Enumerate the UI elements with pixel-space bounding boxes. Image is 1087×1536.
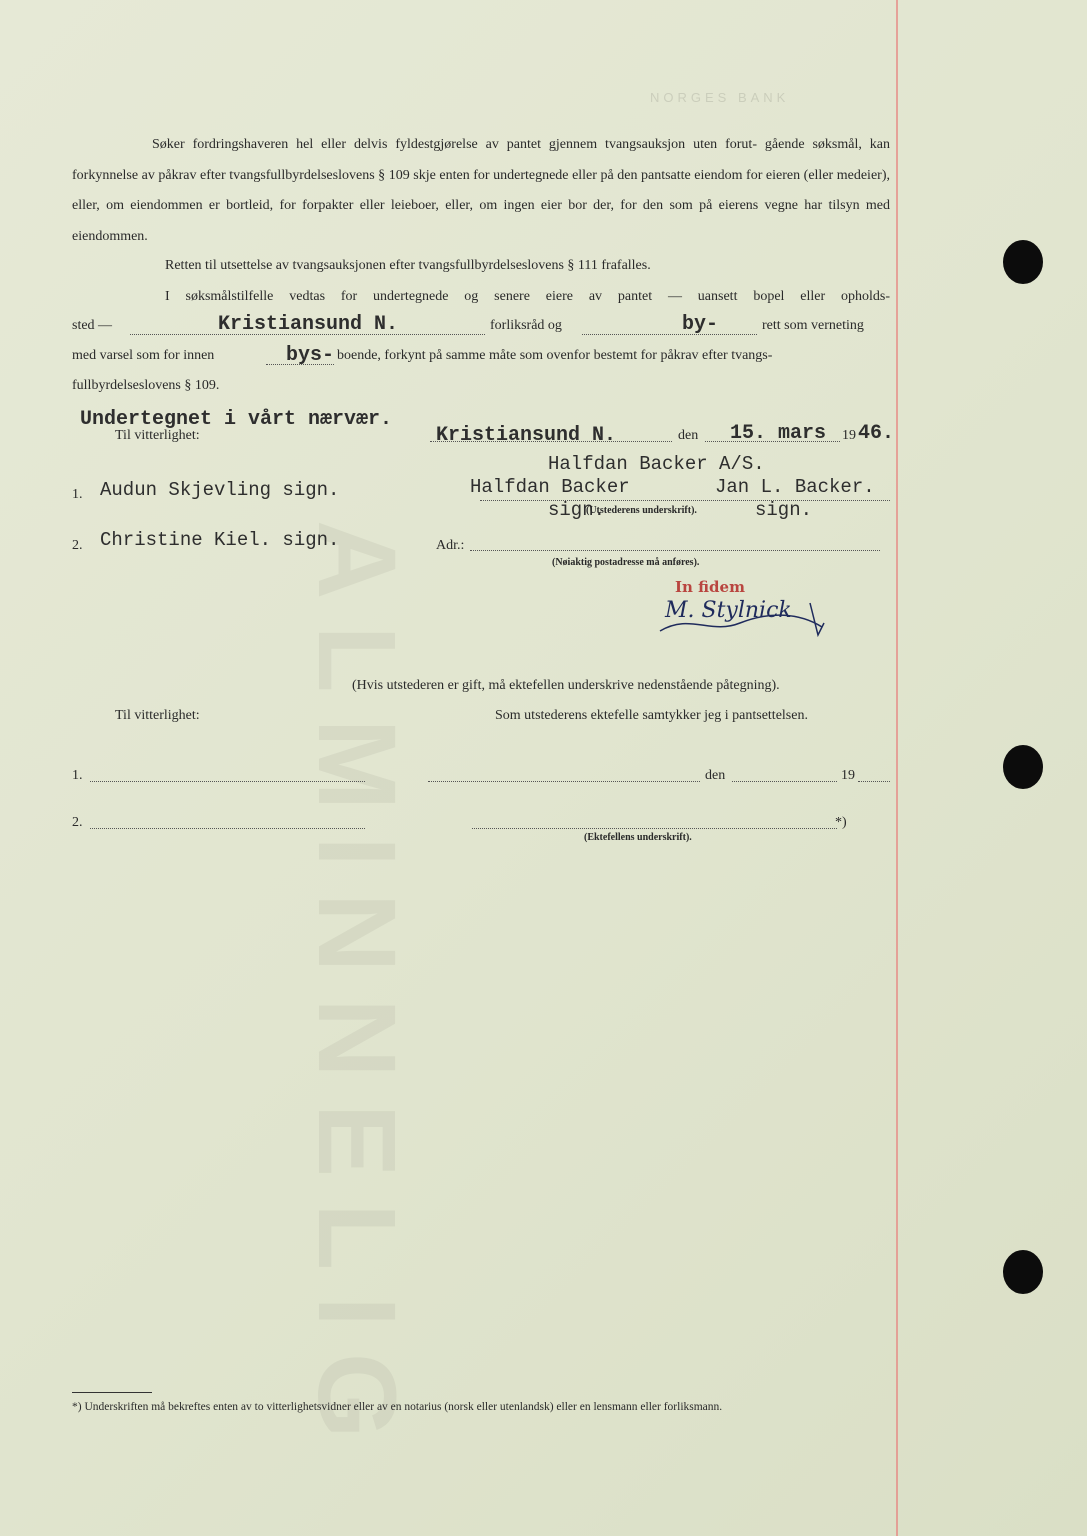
sted-prefix: sted — bbox=[72, 318, 113, 333]
punch-hole-top bbox=[1003, 240, 1043, 284]
sted-mid: forliksråd og bbox=[490, 318, 562, 333]
varsel-prefix: med varsel som for innen bbox=[72, 348, 215, 363]
footnote: *) Underskriften må bekreftes enten av to vitterlighetsvidner eller av en notarius (norsk eller utenlandsk) eller en lensmann eller forliksmann. bbox=[72, 1401, 723, 1413]
date-day: 15. mars bbox=[730, 422, 827, 445]
spouse-year-line bbox=[858, 781, 890, 782]
issuer-caption: (Utstederens underskrift). bbox=[586, 505, 697, 516]
issuer-name-1: Halfdan Backer bbox=[470, 476, 630, 498]
spouse-signature-line bbox=[472, 828, 837, 829]
sted-court: by- bbox=[682, 313, 719, 336]
til-vitterlighet-label: Til vitterlighet: bbox=[115, 428, 200, 443]
issuer-name-2: Jan L. Backer. bbox=[715, 476, 875, 498]
address-line bbox=[470, 550, 880, 551]
handwritten-signature: M. Stylnick bbox=[665, 598, 792, 623]
date-den-label: den bbox=[678, 428, 699, 443]
paragraph-forkynnelse: Søker fordringshaveren hel eller delvis fyldestgjørelse av pantet gjennem tvangsauksjon uten forut- gående søksmål, kan forkynnelse av påkrav efter tvangsfullbyrdelseslovens § 109 skje enten for undertegnede eller på den pantsatte eiendom for eieren (eller medeier), eller, om eiendommen er bortleid, for forpakter eller leieboer, eller, om ingen eier bor der, for den som på eierens vegne har tilsyn med eiendommen. bbox=[72, 137, 890, 244]
spouse-place-line bbox=[428, 781, 700, 782]
spouse-note: (Hvis utstederen er gift, må ektefellen underskrive nedenstående påtegning). bbox=[352, 678, 780, 693]
footnote-rule bbox=[72, 1392, 152, 1393]
witness-2-name: Christine Kiel. sign. bbox=[100, 529, 340, 551]
punch-hole-bottom bbox=[1003, 1250, 1043, 1294]
spouse-caption: (Ektefellens underskrift). bbox=[584, 832, 692, 843]
spouse-witness-1-num: 1. bbox=[72, 768, 83, 783]
date-year-prefix: 19 bbox=[842, 428, 856, 443]
issuer-sign-2: sign. bbox=[755, 499, 813, 521]
witness-header: Undertegnet i vårt nærvær. bbox=[80, 408, 393, 431]
sted-dots-2 bbox=[582, 334, 757, 335]
spouse-witness-1-line bbox=[90, 781, 365, 782]
sted-place: Kristiansund N. bbox=[218, 313, 399, 336]
spouse-footnote-mark: *) bbox=[835, 815, 847, 830]
witness-2-num: 2. bbox=[72, 538, 83, 553]
spouse-date-line bbox=[732, 781, 837, 782]
paragraph-verneting-line1: I søksmålstilfelle vedtas for undertegnede og senere eiere av pantet — uansett bopel eller opholds- bbox=[165, 289, 890, 304]
witness-1-num: 1. bbox=[72, 487, 83, 502]
watermark-header: NORGES BANK bbox=[650, 90, 790, 105]
watermark-vertical: ALMINNELIG bbox=[295, 520, 418, 1465]
witness-1-name: Audun Skjevling sign. bbox=[100, 479, 340, 501]
punch-hole-middle bbox=[1003, 745, 1043, 789]
stamp-text: In fidem bbox=[675, 578, 745, 596]
paragraph-utsettelse: Retten til utsettelse av tvangsauksjonen efter tvangsfullbyrdelseslovens § 111 frafalles. bbox=[165, 258, 651, 273]
issuer-sign-1: sign. bbox=[548, 499, 606, 521]
varsel-suffix: boende, forkynt på samme måte som ovenfor bestemt for påkrav efter tvangs- bbox=[337, 348, 773, 363]
spouse-den-label: den bbox=[705, 768, 726, 783]
sted-suffix: rett som verneting bbox=[762, 318, 864, 333]
address-caption: (Nøiaktig postadresse må anføres). bbox=[552, 557, 700, 568]
varsel-fill: bys- bbox=[286, 344, 335, 367]
date-place: Kristiansund N. bbox=[436, 424, 617, 447]
signature-flourish bbox=[650, 583, 830, 643]
spouse-year-prefix: 19 bbox=[841, 768, 855, 783]
address-label: Adr.: bbox=[436, 538, 465, 553]
date-year: 46. bbox=[858, 422, 895, 445]
spouse-til-vitterlighet: Til vitterlighet: bbox=[115, 708, 200, 723]
issuer-signature-line bbox=[480, 500, 890, 501]
spouse-witness-2-line bbox=[90, 828, 365, 829]
issuer-company: Halfdan Backer A/S. bbox=[548, 453, 765, 475]
spouse-witness-2-num: 2. bbox=[72, 815, 83, 830]
spouse-consent: Som utstederens ektefelle samtykker jeg i pantsettelsen. bbox=[495, 708, 808, 723]
margin-rule bbox=[896, 0, 898, 1536]
paragraph-last-line: fullbyrdelseslovens § 109. bbox=[72, 378, 220, 393]
